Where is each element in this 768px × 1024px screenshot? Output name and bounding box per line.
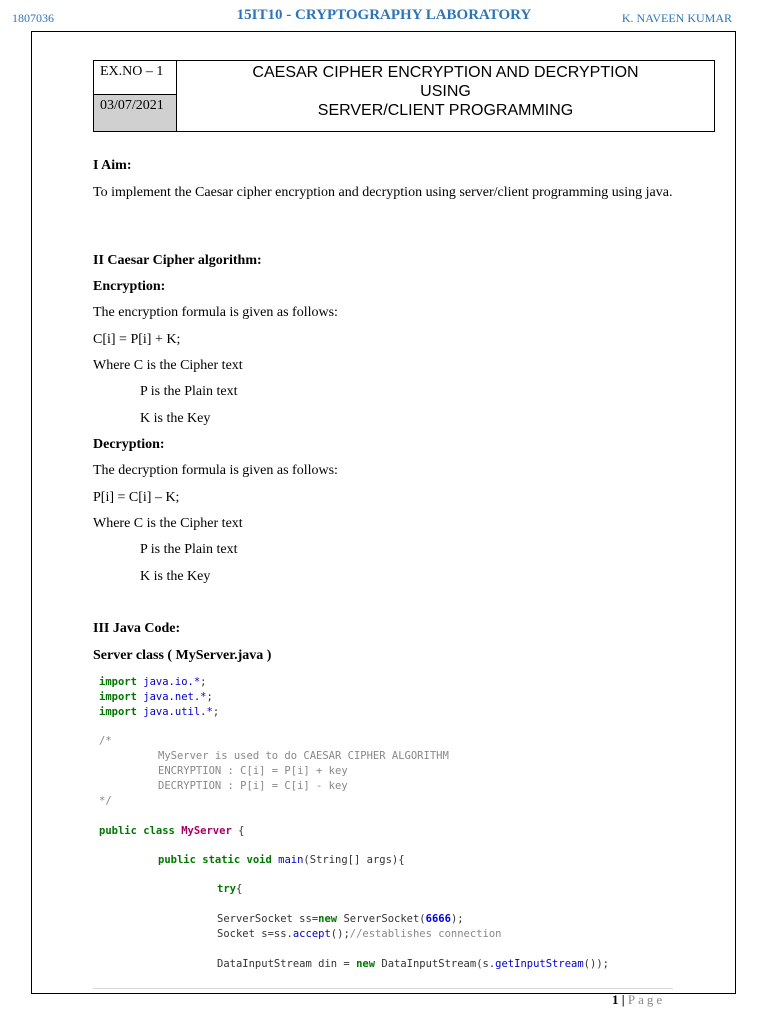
exercise-title: [177, 61, 714, 133]
code-text: ServerSocket ss=: [217, 913, 319, 925]
page-footer: [612, 992, 665, 1008]
encryption-intro: The encryption formula is given as follows:: [93, 305, 338, 320]
page-word: Page: [627, 992, 666, 1007]
header-course-title: 15IT10 - CRYPTOGRAPHY LABORATORY: [236, 7, 532, 23]
keyword: import: [99, 676, 137, 688]
encryption-p: P is the Plain text: [140, 384, 238, 399]
encryption-where: Where C is the Cipher text: [93, 358, 243, 373]
code-comment-open: /*: [99, 735, 112, 747]
code-socket-accept: [217, 928, 501, 940]
code-punct: ());: [583, 958, 609, 970]
page-number: 1: [612, 992, 619, 1007]
keyword: import: [99, 706, 137, 718]
header-author: K. NAVEEN KUMAR: [621, 11, 732, 25]
package-name: java.util.*: [143, 706, 213, 718]
code-text: DataInputStream(s.: [375, 958, 496, 970]
code-server-socket: [217, 913, 464, 925]
code-punct: );: [450, 913, 464, 925]
title-line-3: SERVER/CLIENT PROGRAMMING: [317, 102, 574, 119]
decryption-formula: P[i] = C[i] – K;: [93, 490, 180, 505]
exercise-date: 03/07/2021: [94, 95, 177, 131]
code-data-input-stream: [217, 958, 609, 970]
code-import-io: [99, 676, 207, 688]
decryption-heading: Decryption:: [93, 437, 165, 452]
code-text: DataInputStream din =: [217, 958, 357, 970]
code-text: ServerSocket(: [337, 913, 426, 925]
keyword: new: [318, 913, 338, 925]
method-name: main: [278, 854, 304, 866]
footer-separator: |: [618, 992, 628, 1007]
code-comment-close: */: [99, 795, 112, 807]
keyword: public static void: [158, 854, 272, 866]
package-name: java.net.*: [143, 691, 207, 703]
code-punct: ();: [330, 928, 350, 940]
code-text: Socket s=ss.: [217, 928, 293, 940]
keyword: new: [356, 958, 376, 970]
title-line-1: CAESAR CIPHER ENCRYPTION AND DECRYPTION: [252, 64, 639, 81]
inline-comment: //establishes connection: [349, 928, 502, 940]
encryption-k: K is the Key: [140, 411, 211, 426]
class-name: MyServer: [181, 825, 232, 837]
code-comment-line-3: DECRYPTION : P[i] = C[i] - key: [158, 780, 348, 792]
decryption-where: Where C is the Cipher text: [93, 516, 243, 531]
code-punct: ;: [200, 676, 207, 688]
encryption-formula: C[i] = P[i] + K;: [93, 332, 181, 347]
code-import-util: [99, 706, 219, 718]
code-import-net: [99, 691, 213, 703]
decryption-intro: The decryption formula is given as follows:: [93, 463, 338, 478]
title-table: [93, 60, 715, 132]
port-number: 6666: [425, 913, 451, 925]
code-punct: {: [231, 825, 245, 837]
code-main-decl: [158, 854, 405, 866]
footer-rule: [93, 988, 673, 989]
code-class-decl: [99, 825, 244, 837]
code-comment-line-1: MyServer is used to do CAESAR CIPHER ALGORITHM: [158, 750, 449, 762]
aim-text: To implement the Caesar cipher encryption and decryption using server/client programming using java.: [93, 185, 673, 200]
code-try: [217, 883, 242, 895]
header-roll-number: 1807036: [12, 11, 54, 25]
decryption-k: K is the Key: [140, 569, 211, 584]
method-name: accept: [292, 928, 331, 940]
encryption-heading: Encryption:: [93, 279, 166, 294]
method-name: getInputStream: [495, 958, 584, 970]
keyword: try: [217, 883, 236, 895]
title-line-2: USING: [420, 83, 471, 100]
code-punct: ;: [206, 691, 213, 703]
aim-heading: I Aim:: [93, 158, 132, 173]
package-name: java.io.*: [143, 676, 201, 688]
code-punct: (String[] args){: [303, 854, 405, 866]
code-punct: ;: [212, 706, 220, 718]
exercise-number: EX.NO – 1: [94, 61, 177, 95]
algorithm-heading: II Caesar Cipher algorithm:: [93, 253, 262, 268]
page-border: [31, 31, 736, 994]
keyword: public class: [99, 825, 175, 837]
keyword: import: [99, 691, 137, 703]
server-class-heading: Server class ( MyServer.java ): [93, 648, 272, 663]
decryption-p: P is the Plain text: [140, 542, 238, 557]
code-comment-line-2: ENCRYPTION : C[i] = P[i] + key: [158, 765, 348, 777]
java-heading: III Java Code:: [93, 621, 181, 636]
code-punct: {: [235, 883, 243, 895]
